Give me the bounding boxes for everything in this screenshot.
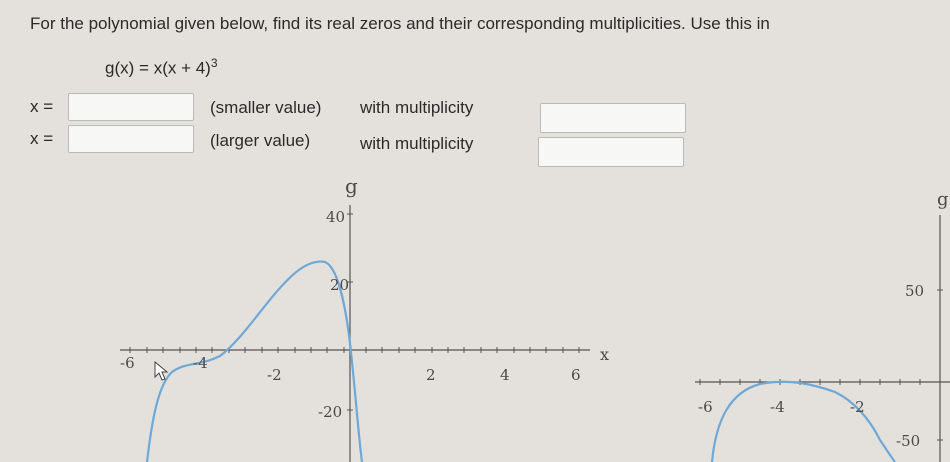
smaller-value-label: (smaller value) — [210, 98, 322, 117]
graph1-x-tick-label: -4 — [193, 354, 208, 372]
graph1-x-tick-label: -6 — [120, 354, 135, 372]
mouse-cursor-icon — [155, 362, 167, 380]
equals-sign: = — [139, 58, 149, 78]
graph1-y-tick-label: -20 — [318, 403, 343, 421]
graph2-x-tick-label: -6 — [698, 398, 713, 416]
multiplicity-label-1: with multiplicity — [360, 98, 474, 117]
graph1-y-tick-label: 40 — [326, 208, 346, 226]
graph2-x-tick-label: -2 — [850, 398, 865, 416]
graph1-x-axis-label: x — [600, 345, 610, 364]
graph2-y-tick-label: -50 — [896, 432, 921, 450]
graph1-y-tick-label: 20 — [330, 276, 350, 294]
graph1-x-tick-label: 2 — [426, 366, 436, 384]
expression: x(x + 4) — [153, 58, 211, 78]
variable-label: x = — [30, 97, 54, 116]
graph2-x-tick-label: -4 — [770, 398, 785, 416]
graph1-x-tick-label: -2 — [267, 366, 282, 384]
exponent: 3 — [210, 56, 218, 70]
graph1-x-tick-label: 4 — [500, 366, 510, 384]
function-name: g(x) — [105, 58, 135, 78]
graph1-y-axis-label: g — [345, 174, 358, 198]
multiplicity-label-2: with multiplicity — [360, 134, 474, 153]
graph2-y-axis-label: g — [937, 189, 949, 210]
graph1-x-tick-label: 6 — [571, 366, 581, 384]
graph2-y-tick-label: 50 — [905, 282, 925, 300]
instruction-text: For the polynomial given below, find its real zeros and their corresponding multiplicities. Use this in — [30, 14, 770, 33]
larger-value-label: (larger value) — [210, 131, 311, 150]
variable-label: x = — [30, 129, 54, 148]
